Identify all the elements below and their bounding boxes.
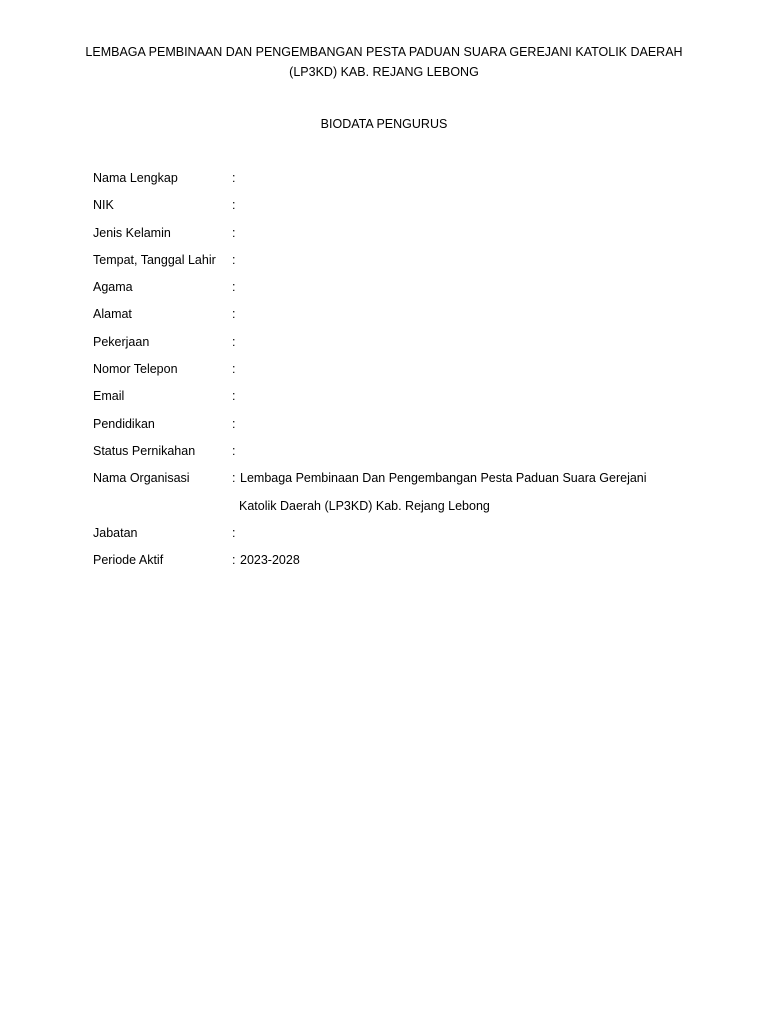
- field-colon: :: [232, 553, 236, 568]
- field-colon: :: [232, 280, 236, 295]
- field-label: Nomor Telepon: [93, 362, 178, 377]
- header-line-1: LEMBAGA PEMBINAAN DAN PENGEMBANGAN PESTA PADUAN SUARA GEREJANI KATOLIK DAERAH: [85, 45, 683, 59]
- field-agama: [93, 278, 693, 305]
- field-colon: :: [232, 198, 236, 213]
- field-colon: :: [232, 525, 236, 540]
- field-status-pernikahan: [93, 442, 693, 469]
- field-value-continuation: Katolik Daerah (LP3KD) Kab. Rejang Lebong: [239, 498, 490, 513]
- field-nik: [93, 196, 693, 223]
- document-title: BIODATA PENGURUS: [320, 117, 448, 131]
- field-label: Nama Lengkap: [93, 171, 178, 185]
- field-colon: :: [232, 362, 236, 377]
- header-line-2: (LP3KD) KAB. REJANG LEBONG: [289, 65, 479, 79]
- field-jabatan: [93, 524, 693, 551]
- biodata-fields: [93, 169, 693, 578]
- field-value: 2023-2028: [240, 553, 300, 568]
- field-label: Status Pernikahan: [93, 443, 196, 458]
- field-colon: :: [232, 252, 236, 267]
- field-label: Pekerjaan: [93, 334, 150, 349]
- field-label: Jenis Kelamin: [93, 225, 171, 240]
- field-label: Alamat: [93, 307, 132, 322]
- field-label: Email: [93, 389, 125, 404]
- field-colon: :: [232, 171, 236, 185]
- field-nama-organisasi: [93, 469, 693, 496]
- field-email: [93, 387, 693, 414]
- field-label: Jabatan: [93, 525, 138, 540]
- field-colon: :: [232, 443, 236, 458]
- field-tempat-tanggal-lahir: [93, 251, 693, 278]
- field-colon: :: [232, 334, 236, 349]
- field-colon: :: [232, 416, 236, 431]
- field-pendidikan: [93, 415, 693, 442]
- institution-header: [60, 42, 708, 82]
- field-colon: :: [232, 471, 236, 486]
- field-label: Tempat, Tanggal Lahir: [93, 252, 216, 267]
- field-alamat: [93, 305, 693, 332]
- field-label: Nama Organisasi: [93, 471, 190, 486]
- field-label: Pendidikan: [93, 416, 155, 431]
- field-value: Lembaga Pembinaan Dan Pengembangan Pesta Paduan Suara Gerejani: [240, 471, 647, 486]
- field-label: Periode Aktif: [93, 553, 164, 568]
- field-label: NIK: [93, 198, 114, 213]
- field-colon: :: [232, 389, 236, 404]
- field-nomor-telepon: [93, 360, 693, 387]
- field-jenis-kelamin: [93, 224, 693, 251]
- field-colon: :: [232, 225, 236, 240]
- field-nama-lengkap: [93, 169, 693, 196]
- field-nama-organisasi-continuation: [93, 497, 693, 524]
- field-label: Agama: [93, 280, 133, 295]
- field-colon: :: [232, 307, 236, 322]
- field-periode-aktif: [93, 551, 693, 578]
- field-pekerjaan: [93, 333, 693, 360]
